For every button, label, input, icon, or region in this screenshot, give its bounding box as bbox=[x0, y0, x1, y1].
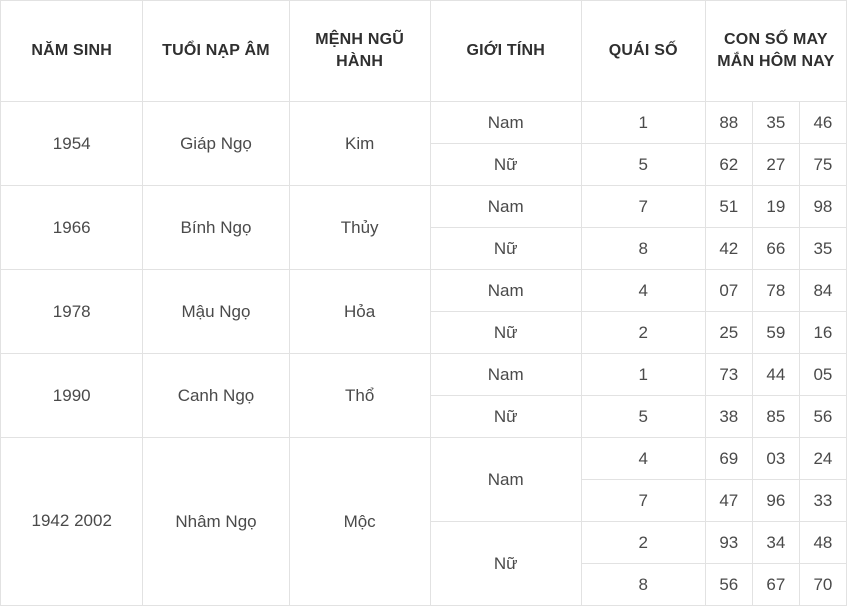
cell-lucky-number: 59 bbox=[752, 312, 799, 354]
cell-gioi-tinh: Nam bbox=[430, 270, 581, 312]
cell-lucky-number: 78 bbox=[752, 270, 799, 312]
cell-lucky-number: 46 bbox=[799, 102, 846, 144]
cell-menh-ngu-hanh: Kim bbox=[289, 102, 430, 186]
cell-nam-sinh bbox=[1, 438, 143, 606]
cell-lucky-number: 07 bbox=[705, 270, 752, 312]
cell-lucky-number: 44 bbox=[752, 354, 799, 396]
table-header-row bbox=[1, 1, 847, 102]
cell-tuoi-nap-am: Bính Ngọ bbox=[143, 186, 289, 270]
cell-lucky-number: 84 bbox=[799, 270, 846, 312]
cell-lucky-number: 35 bbox=[752, 102, 799, 144]
cell-lucky-number: 56 bbox=[799, 396, 846, 438]
header-nam-sinh: NĂM SINH bbox=[1, 1, 143, 102]
cell-quai-so: 5 bbox=[581, 144, 705, 186]
cell-lucky-number: 33 bbox=[799, 480, 846, 522]
cell-lucky-number: 16 bbox=[799, 312, 846, 354]
header-menh-ngu-hanh: MỆNH NGŨ HÀNH bbox=[289, 1, 430, 102]
cell-quai-so: 2 bbox=[581, 312, 705, 354]
cell-lucky-number: 05 bbox=[799, 354, 846, 396]
cell-lucky-number: 35 bbox=[799, 228, 846, 270]
cell-lucky-number: 48 bbox=[799, 522, 846, 564]
cell-menh-ngu-hanh: Mộc bbox=[289, 438, 430, 606]
cell-lucky-number: 56 bbox=[705, 564, 752, 606]
cell-lucky-number: 38 bbox=[705, 396, 752, 438]
cell-lucky-number: 73 bbox=[705, 354, 752, 396]
cell-quai-so: 4 bbox=[581, 270, 705, 312]
cell-tuoi-nap-am: Nhâm Ngọ bbox=[143, 438, 289, 606]
table-row bbox=[1, 354, 847, 396]
cell-lucky-number: 19 bbox=[752, 186, 799, 228]
cell-lucky-number: 51 bbox=[705, 186, 752, 228]
cell-gioi-tinh: Nữ bbox=[430, 396, 581, 438]
cell-lucky-number: 93 bbox=[705, 522, 752, 564]
cell-quai-so: 2 bbox=[581, 522, 705, 564]
cell-tuoi-nap-am: Giáp Ngọ bbox=[143, 102, 289, 186]
table-row bbox=[1, 102, 847, 144]
cell-tuoi-nap-am: Canh Ngọ bbox=[143, 354, 289, 438]
table-header bbox=[1, 1, 847, 102]
header-con-so-may-man: CON SỐ MAY MẮN HÔM NAY bbox=[705, 1, 846, 102]
cell-lucky-number: 03 bbox=[752, 438, 799, 480]
table-row bbox=[1, 186, 847, 228]
header-tuoi-nap-am: TUỔI NẠP ÂM bbox=[143, 1, 289, 102]
cell-menh-ngu-hanh: Thổ bbox=[289, 354, 430, 438]
cell-lucky-number: 69 bbox=[705, 438, 752, 480]
cell-gioi-tinh: Nam bbox=[430, 354, 581, 396]
cell-gioi-tinh: Nữ bbox=[430, 522, 581, 606]
cell-tuoi-nap-am: Mậu Ngọ bbox=[143, 270, 289, 354]
cell-nam-sinh: 1966 bbox=[1, 186, 143, 270]
cell-nam-sinh-line1: 1942 bbox=[31, 511, 70, 531]
cell-lucky-number: 98 bbox=[799, 186, 846, 228]
cell-quai-so: 7 bbox=[581, 480, 705, 522]
cell-nam-sinh-line2: 2002 bbox=[74, 511, 112, 531]
table-row bbox=[1, 438, 847, 480]
cell-quai-so: 5 bbox=[581, 396, 705, 438]
cell-lucky-number: 42 bbox=[705, 228, 752, 270]
cell-quai-so: 4 bbox=[581, 438, 705, 480]
cell-lucky-number: 88 bbox=[705, 102, 752, 144]
cell-gioi-tinh: Nữ bbox=[430, 228, 581, 270]
cell-lucky-number: 85 bbox=[752, 396, 799, 438]
cell-gioi-tinh: Nam bbox=[430, 186, 581, 228]
cell-gioi-tinh: Nữ bbox=[430, 312, 581, 354]
cell-quai-so: 8 bbox=[581, 228, 705, 270]
cell-quai-so: 1 bbox=[581, 102, 705, 144]
cell-quai-so: 8 bbox=[581, 564, 705, 606]
cell-nam-sinh: 1954 bbox=[1, 102, 143, 186]
cell-quai-so: 7 bbox=[581, 186, 705, 228]
cell-nam-sinh: 1978 bbox=[1, 270, 143, 354]
cell-nam-sinh: 1990 bbox=[1, 354, 143, 438]
cell-lucky-number: 96 bbox=[752, 480, 799, 522]
cell-menh-ngu-hanh: Hỏa bbox=[289, 270, 430, 354]
cell-menh-ngu-hanh: Thủy bbox=[289, 186, 430, 270]
cell-lucky-number: 34 bbox=[752, 522, 799, 564]
cell-lucky-number: 66 bbox=[752, 228, 799, 270]
cell-quai-so: 1 bbox=[581, 354, 705, 396]
cell-lucky-number: 27 bbox=[752, 144, 799, 186]
table-body bbox=[1, 102, 847, 606]
cell-gioi-tinh: Nam bbox=[430, 102, 581, 144]
cell-lucky-number: 24 bbox=[799, 438, 846, 480]
cell-gioi-tinh: Nam bbox=[430, 438, 581, 522]
cell-lucky-number: 47 bbox=[705, 480, 752, 522]
cell-lucky-number: 62 bbox=[705, 144, 752, 186]
cell-lucky-number: 25 bbox=[705, 312, 752, 354]
header-quai-so: QUÁI SỐ bbox=[581, 1, 705, 102]
cell-lucky-number: 75 bbox=[799, 144, 846, 186]
header-gioi-tinh: GIỚI TÍNH bbox=[430, 1, 581, 102]
cell-lucky-number: 70 bbox=[799, 564, 846, 606]
cell-lucky-number: 67 bbox=[752, 564, 799, 606]
cell-gioi-tinh: Nữ bbox=[430, 144, 581, 186]
table-row bbox=[1, 270, 847, 312]
